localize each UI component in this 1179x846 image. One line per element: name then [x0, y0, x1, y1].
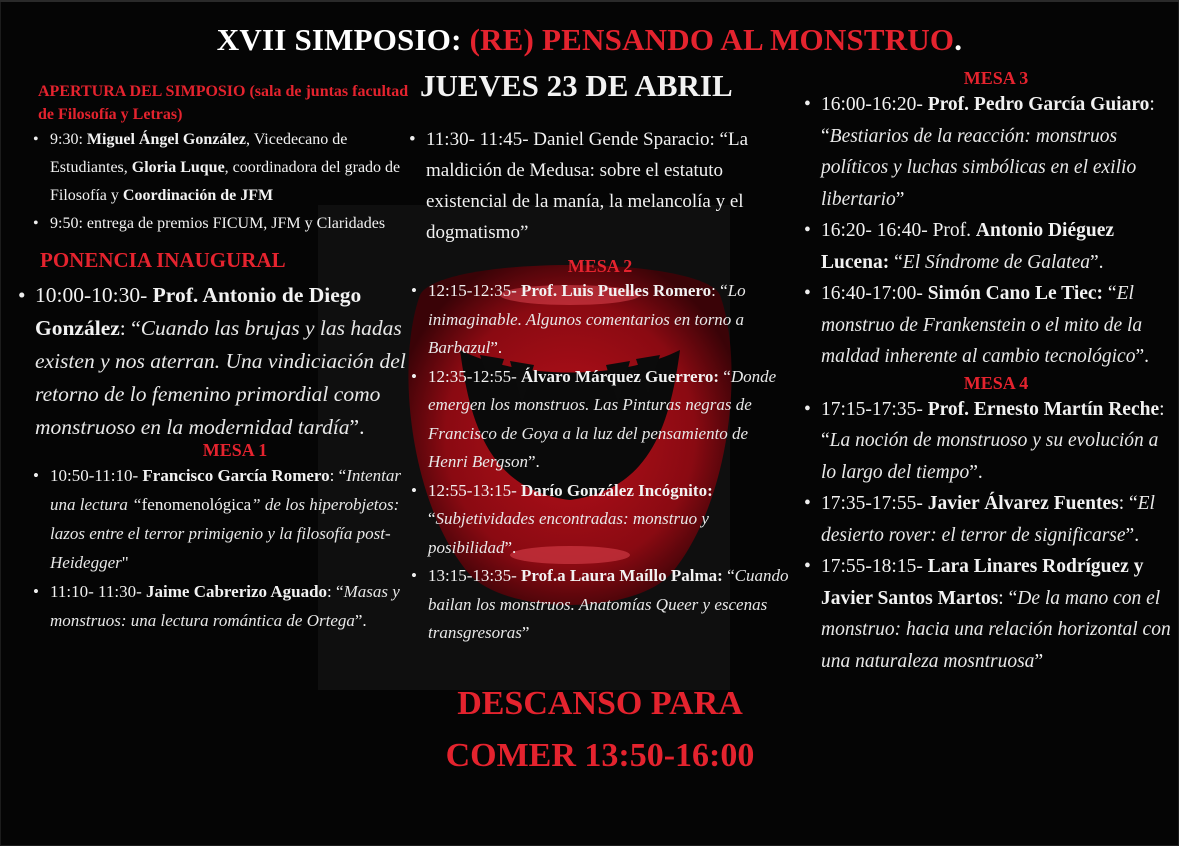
talk-title: El monstruo de Frankenstein o el mito de la maldad inherente al cambio tecnológico [821, 283, 1143, 367]
item-time: 16:20- 16:40- Prof. [821, 220, 976, 241]
item-time: 12:15-12:35- [428, 281, 522, 300]
talk-title: Donde emergen los monstruos. Las Pinturas negras de Francisco de Goya a la luz del pensamiento de Henri Bergson [428, 366, 777, 471]
speaker-name: Prof.a Laura Maíllo Palma: [521, 566, 723, 585]
item-text: : “ [327, 582, 344, 601]
item-text: ”. [1125, 524, 1140, 546]
item-text: ”. [1135, 346, 1149, 367]
list-item [821, 278, 1171, 373]
mesa3-list [821, 89, 1171, 373]
list-item [428, 562, 790, 648]
list-item [50, 577, 410, 635]
item-time: 12:35-12:55- [428, 366, 522, 386]
title-suffix: . [954, 22, 963, 57]
item-text: : “ [998, 587, 1018, 609]
speaker-name: Miguel Ángel González [86, 131, 246, 148]
speaker-name: Lara Linares Rodríguez y Javier Santos Martos [821, 556, 1144, 609]
lunch-break-line1: DESCANSO PARA [457, 684, 743, 722]
list-item [428, 277, 790, 363]
item-text: ” [521, 623, 530, 642]
item-text: “ [889, 251, 903, 273]
mesa3-heading: MESA 3 [963, 68, 1029, 88]
speaker-name: Simón Cano Le Tiec: [927, 283, 1104, 304]
item-time: 13:15-13:35- [428, 566, 522, 585]
item-text: " [121, 553, 129, 572]
list-item [35, 279, 410, 444]
list-item [428, 363, 790, 477]
ponencia-heading: PONENCIA INAUGURAL [40, 248, 286, 272]
item-text: ”. [527, 452, 540, 471]
item-text: ” [895, 188, 905, 210]
title-prefix: XVII SIMPOSIO: [216, 22, 470, 57]
talk-title: El desierto rover: el terror de significarse [821, 493, 1155, 546]
item-text: : “ [821, 398, 1165, 451]
list-item [821, 89, 1171, 215]
talk-title: Intentar una lectura “ [50, 466, 401, 514]
item-text: : “ [119, 316, 141, 340]
item-text: ”. [504, 537, 517, 557]
talk-title: Bestiarios de la reacción: monstruos políticos y luchas simbólicas en el exilio libertario [821, 125, 1137, 210]
lunch-break-notice [410, 678, 790, 782]
list-item [821, 488, 1171, 551]
speaker-name: Javier Álvarez Fuentes [927, 493, 1119, 514]
speaker-name: Francisco García Romero [142, 466, 330, 485]
item-time: 17:35-17:55- [821, 493, 928, 514]
item-text: , Vicedecano de Estudiantes, [50, 131, 348, 176]
talk-title: El Síndrome de Galatea [902, 251, 1090, 273]
item-time: 16:40-17:00- [821, 283, 928, 304]
mesa4-heading: MESA 4 [963, 372, 1029, 393]
talk-title: Cuando bailan los monstruos. Anatomías Queer y escenas transgresoras [428, 566, 789, 642]
talk-title: De la mano con el monstruo: hacia una relación horizontal con una naturaleza mosntruosa [821, 587, 1171, 672]
page-title [0, 22, 1179, 58]
speaker-name: Coordinación de JFM [122, 187, 274, 204]
list-item [821, 215, 1171, 278]
speaker-name: Gloria Luque [131, 159, 225, 176]
item-text: ”. [349, 415, 365, 439]
item-text: , coordinadora del grado de Filosofía y [50, 159, 401, 204]
speaker-name: Jaime Cabrerizo Aguado [146, 582, 328, 601]
item-time: 12:55-13:15- [428, 480, 522, 500]
item-time: 10:50-11:10- [50, 466, 143, 485]
item-text: “ [719, 366, 731, 386]
mesa1-heading: MESA 1 [202, 440, 268, 460]
item-time: 11:10- 11:30- [50, 582, 147, 601]
apertura-heading: APERTURA DEL SIMPOSIO (sala de juntas facultad de Filosofía y Letras) [38, 83, 409, 123]
item-text: “ [428, 509, 436, 528]
item-text: ”. [490, 338, 503, 357]
item-text: : “ [1118, 493, 1138, 514]
item-text: ”. [1089, 251, 1104, 273]
item-text: : “ [711, 281, 728, 300]
mesa4-list [821, 394, 1171, 678]
speaker-name: Prof. Ernesto Martín Reche [927, 398, 1160, 420]
column-center [410, 68, 790, 782]
list-item [821, 394, 1171, 489]
mesa2-heading: MESA 2 [567, 256, 633, 276]
list-item [821, 551, 1171, 677]
item-text: : “ [329, 466, 347, 485]
lunch-break-line2: COMER 13:50-16:00 [445, 736, 755, 774]
ponencia-list [35, 279, 410, 444]
opening-talk-list [426, 124, 790, 248]
title-highlight: (RE) PENSANDO AL MONSTRUO [469, 22, 955, 57]
speaker-name: Prof. Pedro García Guiaro [927, 94, 1150, 115]
item-text: fenomenológica [141, 495, 252, 514]
item-text: ” [1034, 650, 1044, 672]
column-left [30, 80, 410, 635]
talk-title: Lo inimaginable. Algunos comentarios en torno a Barbazul [428, 281, 746, 357]
item-time: 16:00-16:20- [821, 94, 928, 115]
item-text: ”. [969, 461, 983, 483]
item-time: 17:55-18:15- [821, 556, 928, 577]
list-item [428, 477, 790, 563]
speaker-name: Darío González Incógnito: [521, 480, 713, 500]
talk-title: Masas y monstruos: una lectura romántica de Ortega [50, 582, 400, 630]
item-text: “ [722, 566, 735, 585]
item-text: “ [1103, 283, 1117, 304]
column-right [821, 68, 1171, 677]
speaker-name: Antonio Diéguez Lucena: [821, 220, 1115, 273]
speaker-name: Álvaro Márquez Guerrero: [521, 366, 720, 386]
day-heading: JUEVES 23 DE ABRIL [420, 68, 733, 103]
speaker-name: Prof. Luis Puelles Romero [521, 281, 712, 300]
top-border [0, 0, 1179, 2]
talk-title: Cuando las brujas y las hadas existen y nos aterran. Una vindiciación del retorno de lo femenino primordial como monstruoso en la modernidad tardía [35, 316, 406, 439]
item-time: 10:00-10:30- [35, 283, 153, 307]
mesa2-list [428, 277, 790, 648]
item-text: : “ [821, 94, 1155, 147]
list-item: • 9:50: entrega de premios FICUM, JFM y Claridades [50, 210, 410, 238]
list-item [50, 126, 410, 210]
item-time: 9:30: [50, 131, 87, 148]
mesa1-list [50, 461, 410, 635]
apertura-list [50, 126, 410, 238]
talk-title: La noción de monstruoso y su evolución a lo largo del tiempo [821, 430, 1159, 483]
speaker-name: Prof. Antonio de Diego González [35, 283, 362, 340]
talk-title: ” de los hiperobjetos: lazos entre el terror primigenio y la filosofía post-Heidegger [50, 495, 400, 572]
list-item [50, 461, 410, 577]
talk-title: Subjetividades encontradas: monstruo y posibilidad [428, 509, 709, 557]
list-item: • 11:30- 11:45- Daniel Gende Sparacio: “La maldición de Medusa: sobre el estatuto existencial de la manía, la melancolía y el dogmatismo” [426, 124, 790, 248]
item-text: ”. [354, 611, 367, 630]
item-time: 17:15-17:35- [821, 398, 928, 420]
